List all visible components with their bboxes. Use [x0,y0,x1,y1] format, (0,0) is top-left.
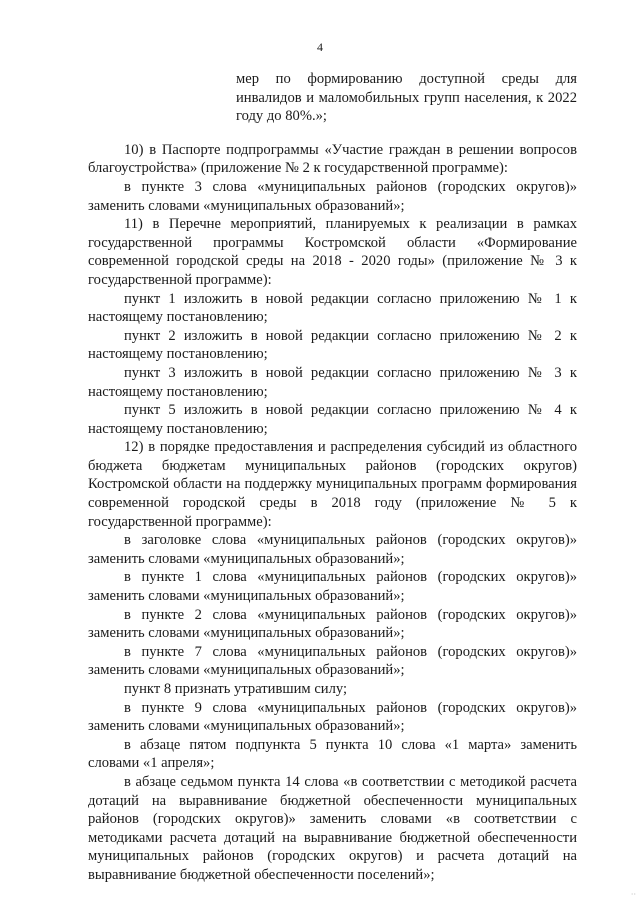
paragraph-item-11-point-2: пункт 2 изложить в новой редакции согласно приложению № 2 к настоящему постановлению; [88,327,577,363]
scan-artifact-mark: ·· [630,890,636,899]
paragraph-item-11-point-3: пункт 3 изложить в новой редакции согласно приложению № 3 к настоящему постановлению; [88,364,577,400]
paragraph-item-12-point-1: в пункте 1 слова «муниципальных районов (городских округов)» заменить словами «муниципальных образований»; [88,569,577,605]
paragraph-item-12-point-10: в абзаце пятом подпункта 5 пункта 10 слова «1 марта» заменить словами «1 апреля»; [88,736,577,772]
paragraph-item-11: 11) в Перечне мероприятий, планируемых к реализации в рамках государственной программы Костромской области «Формирование современной городской среды на 2018 - 2020 годы» (приложение № 3 к государственной программе): [88,216,577,288]
document-body [88,70,577,885]
paragraph-item-12-point-2: в пункте 2 слова «муниципальных районов (городских округов)» заменить словами «муниципальных образований»; [88,606,577,642]
paragraph-item-10-point-3: в пункте 3 слова «муниципальных районов (городских округов)» заменить словами «муниципальных образований»; [88,178,577,214]
page-number: 4 [317,40,323,54]
paragraph-item-12-point-7: в пункте 7 слова «муниципальных районов (городских округов)» заменить словами «муниципальных образований»; [88,643,577,679]
paragraph-item-10: 10) в Паспорте подпрограммы «Участие граждан в решении вопросов благоустройства» (приложение № 2 к государственной программе): [88,141,577,177]
paragraph-item-11-point-1: пункт 1 изложить в новой редакции согласно приложению № 1 к настоящему постановлению; [88,290,577,326]
paragraph-item-12-point-9: в пункте 9 слова «муниципальных районов (городских округов)» заменить словами «муниципальных образований»; [88,699,577,735]
continued-paragraph: мер по формированию доступной среды для инвалидов и маломобильных групп населения, к 2022 году до 80%.»; [236,71,577,125]
paragraph-item-12: 12) в порядке предоставления и распределения субсидий из областного бюджета бюджетам муниципальных районов (городских округов) Костромской области на поддержку муниципальных программ формирования современной городской среды в 2018 году (приложение № 5 к государственной программе): [88,439,577,530]
paragraph-item-12-point-14: в абзаце седьмом пункта 14 слова «в соответствии с методикой расчета дотаций на выравнивание бюджетной обеспеченности муниципальных районов (городских округов)» заменить словами «в соответствии с методиками расчета дотаций на выравнивание бюджетной обеспеченности муниципальных районов (городских округов) и расчета дотаций на выравнивание бюджетной обеспеченности поселений»; [88,773,577,883]
paragraph-item-12-title: в заголовке слова «муниципальных районов (городских округов)» заменить словами «муниципальных образований»; [88,532,577,567]
paragraph-item-12-point-8: пункт 8 признать утратившим силу; [124,681,348,697]
paragraph-item-11-point-5: пункт 5 изложить в новой редакции согласно приложению № 4 к настоящему постановлению; [88,402,577,437]
